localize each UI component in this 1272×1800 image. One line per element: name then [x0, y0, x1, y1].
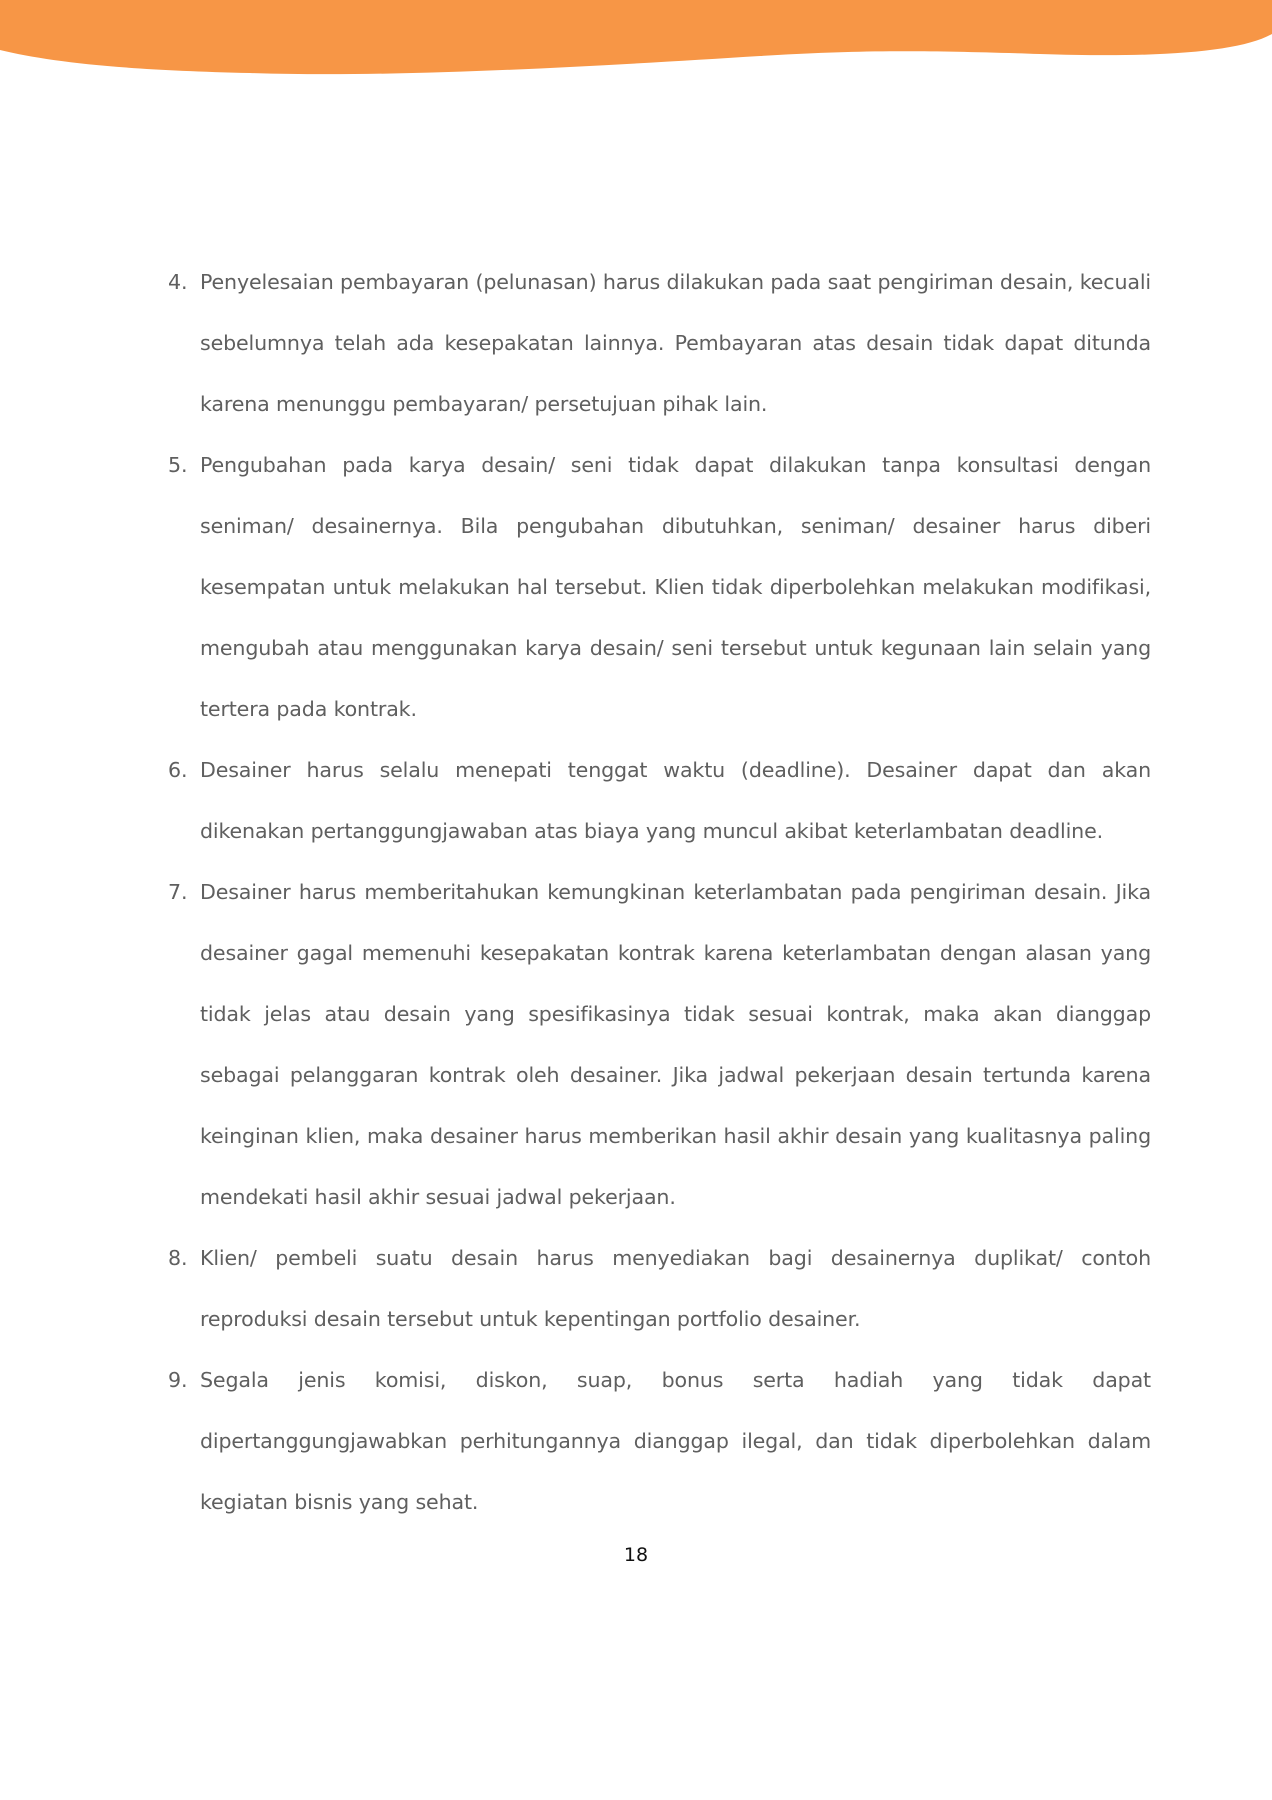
clause-text: Desainer harus selalu menepati tenggat waktu (deadline). Desainer dapat dan akan dikenakan pertanggungjawaban atas biaya yang muncul akibat keterlambatan deadline. [200, 758, 1151, 843]
clause-number: 7. [168, 880, 188, 904]
clause-item-6 [168, 740, 1151, 862]
clause-item-8 [168, 1228, 1151, 1350]
clause-list [168, 252, 1151, 1533]
clause-item-7 [168, 862, 1151, 1228]
clause-item-9 [168, 1350, 1151, 1533]
clause-number: 8. [168, 1246, 188, 1270]
clause-number: 5. [168, 453, 188, 477]
clause-number: 4. [168, 270, 188, 294]
clause-text: Klien/ pembeli suatu desain harus menyediakan bagi desainernya duplikat/ contoh reproduksi desain tersebut untuk kepentingan portfolio desainer. [200, 1246, 1151, 1331]
clause-text: Segala jenis komisi, diskon, suap, bonus serta hadiah yang tidak dapat dipertanggungjawabkan perhitungannya dianggap ilegal, dan tidak diperbolehkan dalam kegiatan bisnis yang sehat. [200, 1368, 1151, 1514]
page-number: 18 [623, 1544, 649, 1566]
clause-item-4 [168, 252, 1151, 435]
clause-item-5 [168, 435, 1151, 740]
clause-text: Desainer harus memberitahukan kemungkinan keterlambatan pada pengiriman desain. Jika desainer gagal memenuhi kesepakatan kontrak karena keterlambatan dengan alasan yang tidak jelas atau desain yang spesifikasinya tidak sesuai kontrak, maka akan dianggap sebagai pelanggaran kontrak oleh desainer. Jika jadwal pekerjaan desain tertunda karena keinginan klien, maka desainer harus memberikan hasil akhir desain yang kualitasnya paling mendekati hasil akhir sesuai jadwal pekerjaan. [200, 880, 1151, 1209]
header-wave-shape [0, 0, 1272, 74]
clause-text: Pengubahan pada karya desain/ seni tidak dapat dilakukan tanpa konsultasi dengan seniman/ desainernya. Bila pengubahan dibutuhkan, seniman/ desainer harus diberi kesempatan untuk melakukan hal tersebut. Klien tidak diperbolehkan melakukan modifikasi, mengubah atau menggunakan karya desain/ seni tersebut untuk kegunaan lain selain yang tertera pada kontrak. [200, 453, 1151, 721]
header-wave-decoration [0, 0, 1272, 80]
clause-number: 6. [168, 758, 188, 782]
document-body [168, 252, 1151, 1533]
clause-text: Penyelesaian pembayaran (pelunasan) harus dilakukan pada saat pengiriman desain, kecuali sebelumnya telah ada kesepakatan lainnya. Pembayaran atas desain tidak dapat ditunda karena menunggu pembayaran/ persetujuan pihak lain. [200, 270, 1151, 416]
clause-number: 9. [168, 1368, 188, 1392]
